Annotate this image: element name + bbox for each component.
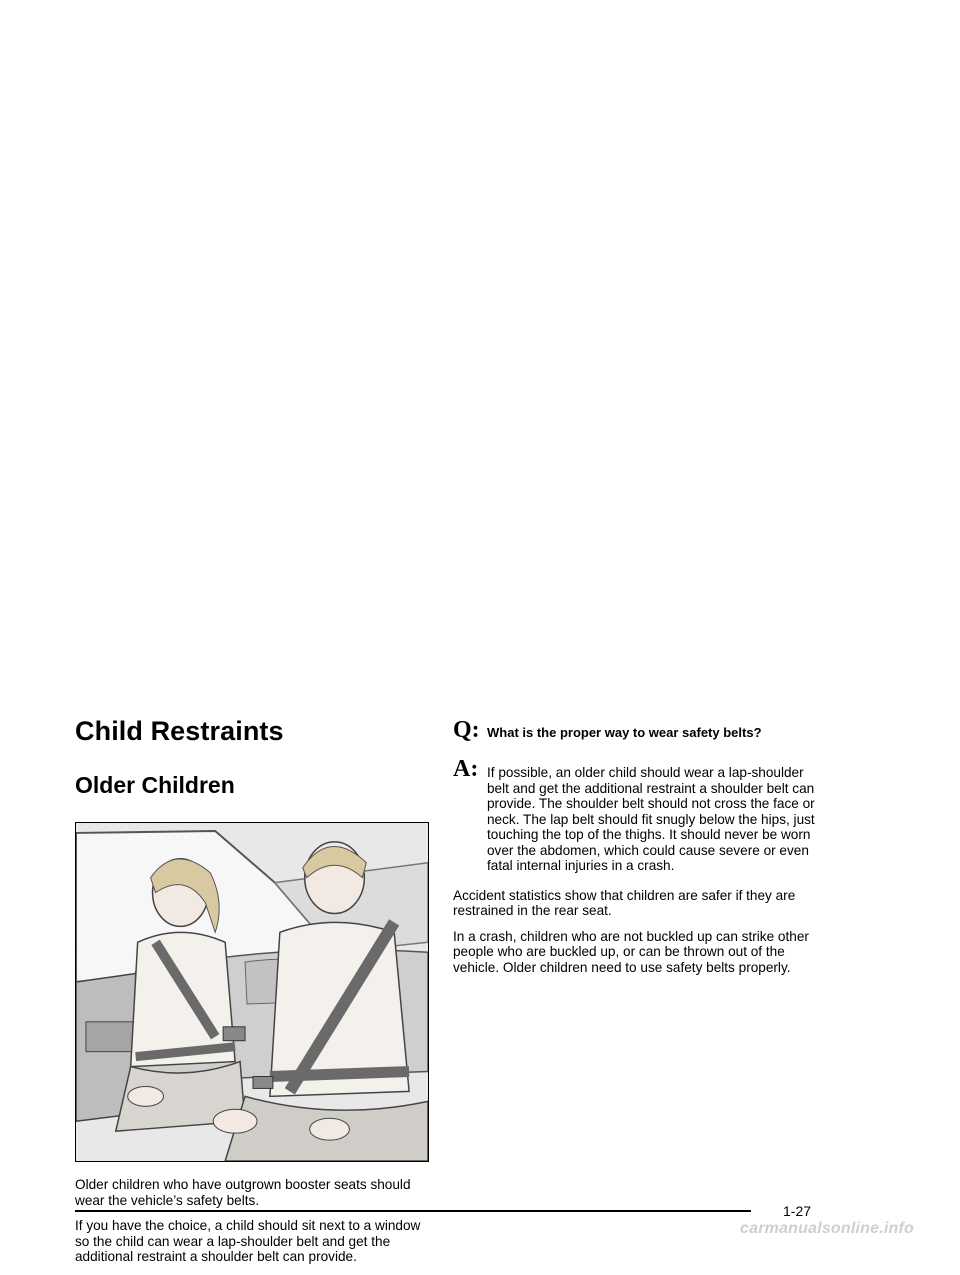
paragraph-accident-statistics: Accident statistics show that children are safer if they are restrained in the rear seat. (453, 887, 796, 918)
question-text: What is the proper way to wear safety belts? (487, 725, 762, 740)
right-column (453, 718, 815, 985)
section-title: Child Restraints (75, 716, 284, 746)
answer-block (453, 757, 815, 874)
children-seated-illustration (76, 823, 428, 1161)
answer-marker: A: (453, 756, 479, 782)
paragraph-sit-next-to-window: If you have the choice, a child should sit next to a window so the child can wear a lap-shoulder belt and get the additional restraint a shoulder belt can provide. (75, 1218, 421, 1264)
left-column (75, 712, 431, 1275)
subsection-title: Older Children (75, 772, 235, 798)
question-marker: Q: (453, 717, 480, 743)
question-block (453, 718, 815, 745)
watermark: carmanualsonline.info (740, 1220, 915, 1237)
answer-text: If possible, an older child should wear a lap-shoulder belt and get the additional restraint a shoulder belt can provide. The shoulder belt should not cross the face or neck. The lap belt should fit snugly below the hips, just touching the top of the thighs. It should never be worn over the abdomen, which could cause severe or even fatal internal injuries in a crash. (487, 765, 815, 873)
illustration-children-in-safety-belts (75, 822, 429, 1162)
paragraph-in-a-crash: In a crash, children who are not buckled up can strike other people who are buckled up, or can be thrown out of the vehicle. Older children need to use safety belts properly. (453, 928, 809, 975)
page-number: 1-27 (783, 1203, 812, 1219)
paragraph-outgrown-booster: Older children who have outgrown booster seats should wear the vehicle’s safety belts. (75, 1177, 411, 1208)
footer-rule (75, 1210, 751, 1212)
